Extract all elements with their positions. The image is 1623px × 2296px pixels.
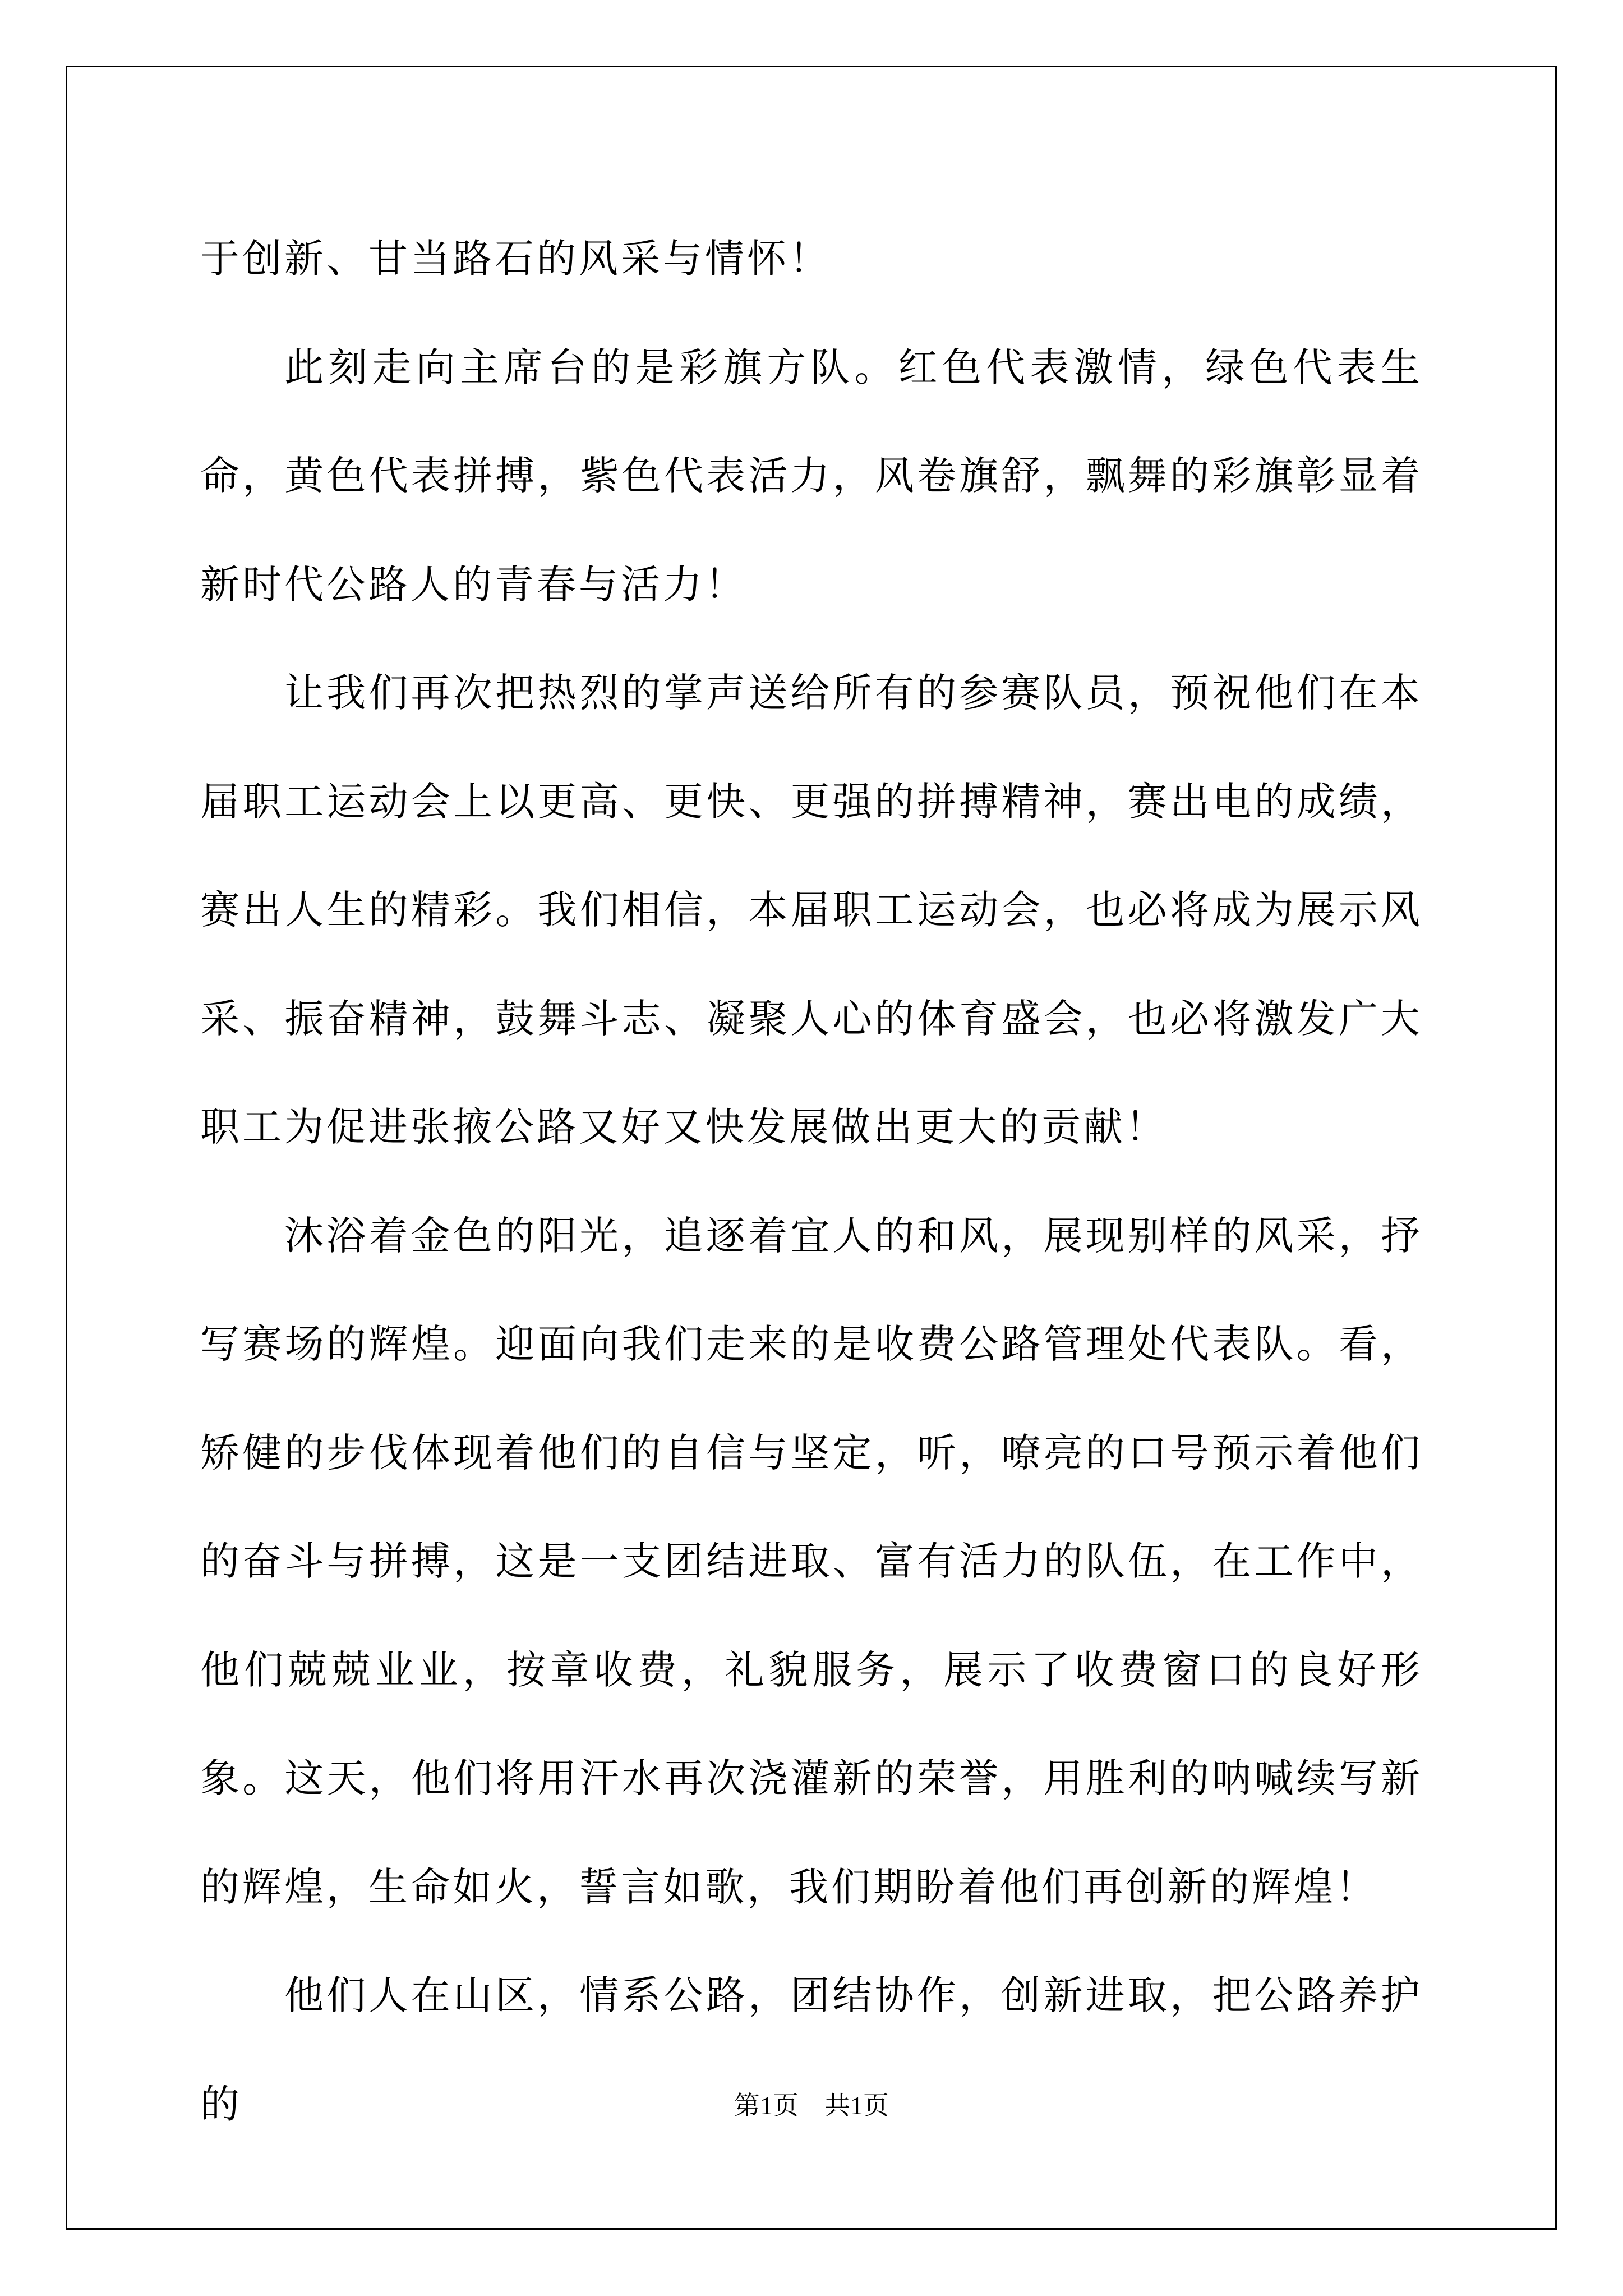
document-body [200,205,1423,2159]
paragraph-4: 沐浴着金色的阳光，追逐着宜人的和风，展现别样的风采，抒写赛场的辉煌。迎面向我们走来的是收费公路管理处代表队。看，矫健的步伐体现着他们的自信与坚定，听，嘹亮的口号预示着他们的奋斗与拼搏，这是一支团结进取、富有活力的队伍，在工作中，他们兢兢业业，按章收费，礼貌服务，展示了收费窗口的良好形象。这天，他们将用汗水再次浇灌新的荣誉，用胜利的呐喊续写新的辉煌，生命如火，誓言如歌，我们期盼着他们再创新的辉煌！ [200,1212,1423,1910]
page-number-total: 共1页 [824,2091,889,2120]
paragraph-2: 此刻走向主席台的是彩旗方队。红色代表激情，绿色代表生命，黄色代表拼搏，紫色代表活力，风卷旗舒，飘舞的彩旗彰显着新时代公路人的青春与活力！ [200,344,1423,608]
page-footer [0,2085,1623,2122]
paragraph-1: 于创新、甘当路石的风采与情怀！ [200,236,831,282]
paragraph-3: 让我们再次把热烈的掌声送给所有的参赛队员，预祝他们在本届职工运动会上以更高、更快、更强的拼搏精神，赛出电的成绩，赛出人生的精彩。我们相信，本届职工运动会，也必将成为展示风采、振奋精神，鼓舞斗志、凝聚人心的体育盛会，也必将激发广大职工为促进张掖公路又好又快发展做出更大的贡献！ [200,670,1423,1150]
page-number-current: 第1页 [734,2091,799,2120]
paragraph-5: 他们人在山区，情系公路，团结协作，创新进取，把公路养护的 [200,1972,1423,2127]
